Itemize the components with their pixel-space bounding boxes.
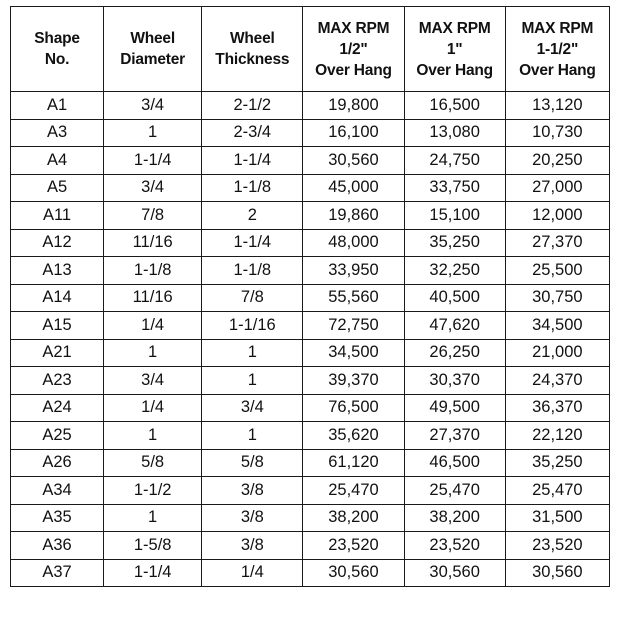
header-wheel-thickness: [202, 7, 303, 92]
header-row: [11, 7, 610, 92]
cell-wheel-diameter: 11/16: [104, 229, 202, 257]
header-line: 1/2": [339, 40, 368, 58]
cell-shape-no: A21: [11, 339, 104, 367]
cell-wheel-diameter: 1: [104, 339, 202, 367]
cell-max-rpm-one-inch: 32,250: [404, 257, 505, 285]
cell-shape-no: A3: [11, 119, 104, 147]
cell-wheel-thickness: 1-1/4: [202, 147, 303, 175]
cell-max-rpm-one-inch: 26,250: [404, 339, 505, 367]
cell-wheel-thickness: 1-1/8: [202, 174, 303, 202]
header-line: Over Hang: [416, 61, 493, 79]
cell-wheel-diameter: 3/4: [104, 367, 202, 395]
cell-shape-no: A14: [11, 284, 104, 312]
table-row: [11, 202, 610, 230]
cell-wheel-thickness: 3/8: [202, 477, 303, 505]
cell-max-rpm-one-inch: 35,250: [404, 229, 505, 257]
table-row: [11, 147, 610, 175]
cell-shape-no: A26: [11, 449, 104, 477]
cell-max-rpm-one-and-half-inch: 30,560: [505, 559, 609, 587]
cell-shape-no: A4: [11, 147, 104, 175]
cell-shape-no: A36: [11, 532, 104, 560]
cell-wheel-thickness: 1: [202, 367, 303, 395]
cell-max-rpm-one-and-half-inch: 36,370: [505, 394, 609, 422]
cell-max-rpm-half-inch: 39,370: [303, 367, 404, 395]
cell-max-rpm-one-inch: 16,500: [404, 92, 505, 120]
cell-wheel-thickness: 3/8: [202, 504, 303, 532]
cell-wheel-diameter: 1: [104, 422, 202, 450]
cell-wheel-thickness: 1: [202, 339, 303, 367]
cell-max-rpm-half-inch: 45,000: [303, 174, 404, 202]
cell-max-rpm-one-and-half-inch: 21,000: [505, 339, 609, 367]
cell-max-rpm-one-inch: 13,080: [404, 119, 505, 147]
cell-max-rpm-one-and-half-inch: 35,250: [505, 449, 609, 477]
header-line: Thickness: [215, 51, 290, 68]
table-row: [11, 367, 610, 395]
cell-max-rpm-half-inch: 25,470: [303, 477, 404, 505]
cell-wheel-diameter: 7/8: [104, 202, 202, 230]
cell-shape-no: A23: [11, 367, 104, 395]
cell-max-rpm-one-and-half-inch: 31,500: [505, 504, 609, 532]
cell-shape-no: A34: [11, 477, 104, 505]
cell-wheel-thickness: 1/4: [202, 559, 303, 587]
cell-wheel-thickness: 1-1/4: [202, 229, 303, 257]
cell-wheel-thickness: 2-1/2: [202, 92, 303, 120]
cell-shape-no: A37: [11, 559, 104, 587]
cell-max-rpm-half-inch: 38,200: [303, 504, 404, 532]
cell-max-rpm-half-inch: 76,500: [303, 394, 404, 422]
header-line: MAX RPM: [317, 19, 390, 37]
header-line: Wheel: [229, 30, 275, 47]
cell-wheel-diameter: 1: [104, 119, 202, 147]
cell-wheel-diameter: 1-1/2: [104, 477, 202, 505]
cell-max-rpm-one-and-half-inch: 25,500: [505, 257, 609, 285]
cell-wheel-thickness: 2-3/4: [202, 119, 303, 147]
cell-wheel-diameter: 1-1/4: [104, 559, 202, 587]
cell-wheel-diameter: 1: [104, 504, 202, 532]
cell-shape-no: A24: [11, 394, 104, 422]
header-line: MAX RPM: [418, 19, 491, 37]
cell-max-rpm-one-inch: 30,370: [404, 367, 505, 395]
table-row: [11, 174, 610, 202]
table-row: [11, 422, 610, 450]
cell-shape-no: A11: [11, 202, 104, 230]
table-row: [11, 92, 610, 120]
table-row: [11, 257, 610, 285]
table-row: [11, 229, 610, 257]
table-row: [11, 394, 610, 422]
cell-wheel-thickness: 2: [202, 202, 303, 230]
cell-wheel-thickness: 3/4: [202, 394, 303, 422]
cell-max-rpm-half-inch: 19,860: [303, 202, 404, 230]
cell-wheel-thickness: 1-1/8: [202, 257, 303, 285]
cell-shape-no: A35: [11, 504, 104, 532]
cell-wheel-diameter: 3/4: [104, 174, 202, 202]
cell-wheel-diameter: 11/16: [104, 284, 202, 312]
cell-max-rpm-one-and-half-inch: 27,000: [505, 174, 609, 202]
cell-shape-no: A12: [11, 229, 104, 257]
cell-wheel-diameter: 3/4: [104, 92, 202, 120]
cell-shape-no: A15: [11, 312, 104, 340]
cell-max-rpm-half-inch: 30,560: [303, 559, 404, 587]
cell-max-rpm-one-and-half-inch: 20,250: [505, 147, 609, 175]
cell-max-rpm-one-and-half-inch: 23,520: [505, 532, 609, 560]
cell-max-rpm-one-and-half-inch: 27,370: [505, 229, 609, 257]
cell-wheel-diameter: 1/4: [104, 312, 202, 340]
cell-max-rpm-half-inch: 72,750: [303, 312, 404, 340]
cell-shape-no: A1: [11, 92, 104, 120]
cell-max-rpm-half-inch: 55,560: [303, 284, 404, 312]
cell-max-rpm-half-inch: 23,520: [303, 532, 404, 560]
cell-max-rpm-one-inch: 23,520: [404, 532, 505, 560]
cell-wheel-diameter: 1-1/8: [104, 257, 202, 285]
table-row: [11, 532, 610, 560]
cell-shape-no: A13: [11, 257, 104, 285]
cell-max-rpm-one-and-half-inch: 13,120: [505, 92, 609, 120]
cell-max-rpm-one-inch: 30,560: [404, 559, 505, 587]
table-row: [11, 312, 610, 340]
cell-max-rpm-one-inch: 47,620: [404, 312, 505, 340]
table-header: [11, 7, 610, 92]
cell-max-rpm-half-inch: 33,950: [303, 257, 404, 285]
cell-max-rpm-half-inch: 30,560: [303, 147, 404, 175]
wheel-rpm-table: [10, 6, 610, 587]
table-row: [11, 504, 610, 532]
header-max-rpm-one-inch: [404, 7, 505, 92]
cell-wheel-diameter: 1-1/4: [104, 147, 202, 175]
cell-max-rpm-half-inch: 34,500: [303, 339, 404, 367]
cell-max-rpm-one-inch: 38,200: [404, 504, 505, 532]
header-line: Shape: [34, 30, 80, 47]
table-row: [11, 477, 610, 505]
cell-wheel-thickness: 3/8: [202, 532, 303, 560]
cell-max-rpm-one-and-half-inch: 12,000: [505, 202, 609, 230]
header-line: Diameter: [120, 51, 186, 68]
table-row: [11, 449, 610, 477]
header-line: No.: [44, 51, 70, 68]
cell-max-rpm-one-inch: 27,370: [404, 422, 505, 450]
header-line: Wheel: [130, 30, 175, 47]
cell-max-rpm-one-inch: 49,500: [404, 394, 505, 422]
cell-max-rpm-one-and-half-inch: 30,750: [505, 284, 609, 312]
cell-wheel-diameter: 1-5/8: [104, 532, 202, 560]
header-shape-no: [11, 7, 104, 92]
cell-wheel-thickness: 1: [202, 422, 303, 450]
cell-shape-no: A25: [11, 422, 104, 450]
table-body: [11, 92, 610, 587]
cell-max-rpm-one-and-half-inch: 25,470: [505, 477, 609, 505]
cell-max-rpm-one-and-half-inch: 22,120: [505, 422, 609, 450]
table-row: [11, 559, 610, 587]
table-row: [11, 119, 610, 147]
cell-wheel-diameter: 1/4: [104, 394, 202, 422]
header-line: 1": [446, 40, 463, 58]
cell-max-rpm-one-and-half-inch: 24,370: [505, 367, 609, 395]
cell-wheel-thickness: 1-1/16: [202, 312, 303, 340]
header-line: MAX RPM: [521, 19, 594, 37]
cell-max-rpm-one-inch: 15,100: [404, 202, 505, 230]
cell-wheel-diameter: 5/8: [104, 449, 202, 477]
cell-max-rpm-half-inch: 35,620: [303, 422, 404, 450]
cell-shape-no: A5: [11, 174, 104, 202]
cell-max-rpm-one-and-half-inch: 34,500: [505, 312, 609, 340]
cell-max-rpm-one-inch: 24,750: [404, 147, 505, 175]
cell-max-rpm-one-inch: 33,750: [404, 174, 505, 202]
header-max-rpm-half-inch: [303, 7, 404, 92]
header-line: Over Hang: [519, 61, 596, 79]
cell-max-rpm-half-inch: 16,100: [303, 119, 404, 147]
cell-wheel-thickness: 7/8: [202, 284, 303, 312]
header-line: Over Hang: [315, 61, 392, 79]
cell-wheel-thickness: 5/8: [202, 449, 303, 477]
cell-max-rpm-one-inch: 46,500: [404, 449, 505, 477]
cell-max-rpm-half-inch: 61,120: [303, 449, 404, 477]
cell-max-rpm-one-inch: 25,470: [404, 477, 505, 505]
header-max-rpm-one-and-half-inch: [505, 7, 609, 92]
table-row: [11, 284, 610, 312]
cell-max-rpm-one-and-half-inch: 10,730: [505, 119, 609, 147]
header-line: 1-1/2": [536, 40, 579, 58]
cell-max-rpm-half-inch: 19,800: [303, 92, 404, 120]
cell-max-rpm-one-inch: 40,500: [404, 284, 505, 312]
header-wheel-diameter: [104, 7, 202, 92]
table-row: [11, 339, 610, 367]
cell-max-rpm-half-inch: 48,000: [303, 229, 404, 257]
